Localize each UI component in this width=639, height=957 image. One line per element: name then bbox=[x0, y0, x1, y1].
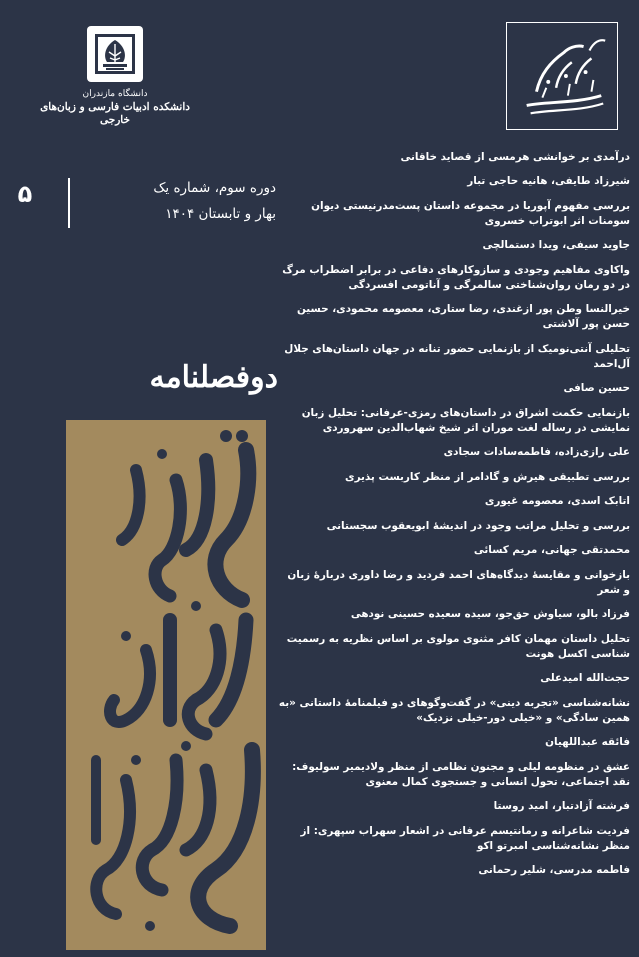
toc-item bbox=[278, 824, 630, 878]
article-title: بررسی و تحلیل مراتب وجود در اندیشهٔ ابویعقوب سجستانی bbox=[326, 520, 630, 532]
article-authors: حسین صافی bbox=[563, 382, 630, 394]
university-emblem-icon bbox=[87, 26, 143, 82]
association-logo bbox=[506, 22, 618, 130]
journal-title-panel bbox=[66, 420, 266, 950]
toc-item bbox=[278, 470, 630, 509]
article-authors: جاوید سیفی، ویدا دستمالچی bbox=[482, 239, 630, 251]
toc-item bbox=[278, 199, 630, 253]
issue-number: ۵ bbox=[17, 180, 33, 208]
article-title: عشق در منظومه لیلی و مجنون نظامی از منظر ولادیمیر سولیوف: نقد اجتماعی، تحول انسانی و جستجوی کمال معنوی bbox=[292, 761, 630, 788]
article-authors: علی رازی‌زاده، فاطمه‌سادات سجادی bbox=[443, 446, 630, 458]
toc-item bbox=[278, 342, 630, 396]
toc-item bbox=[278, 632, 630, 686]
university-name bbox=[40, 88, 190, 127]
table-of-contents bbox=[278, 150, 630, 888]
toc-item bbox=[278, 150, 630, 189]
issue-divider bbox=[68, 178, 70, 228]
university-logo bbox=[40, 26, 190, 136]
issue-season: بهار و تابستان ۱۴۰۴ bbox=[165, 206, 276, 222]
article-title: بازنمایی حکمت اشراق در داستان‌های رمزی-عرفانی: تحلیل زبان نمایشی در رساله لغت موران اثر شیخ شهاب‌الدین سهروردی bbox=[301, 407, 630, 434]
article-authors: اتابک اسدی، معصومه غیوری bbox=[484, 495, 630, 507]
article-title: تحلیل داستان مهمان کافر مثنوی مولوی بر اساس نظریه به رسمیت شناسی اکسل هونت bbox=[286, 633, 630, 660]
university-title: دانشگاه مازندران bbox=[82, 89, 148, 99]
article-authors: خیرالنسا وطن پور ازغندی، رضا ستاری، معصومه محمودی، حسین حسن پور آلاشتی bbox=[296, 303, 630, 330]
toc-item bbox=[278, 406, 630, 460]
article-title: فردیت شاعرانه و رمانتیسم عرفانی در اشعار سهراب سپهری: از منظر نشانه‌شناسی امبرتو اکو bbox=[300, 825, 630, 852]
article-title: درآمدی بر خوانشی هرمسی از قصاید خاقانی bbox=[400, 151, 630, 163]
article-title: نشانه‌شناسی «تجربه دینی» در گفت‌وگوهای دو فیلمنامهٔ داستانی «به همین سادگی» و «خیلی دور-خیلی نزدیک» bbox=[278, 697, 630, 724]
article-title: تحلیلی آنتی‌نومیک از بازنمایی حضور تنانه در جهان داستان‌های جلال آل‌احمد bbox=[284, 343, 630, 370]
toc-item bbox=[278, 263, 630, 332]
article-title: بررسی مفهوم آپوریا در مجموعه داستان پست‌مدرنیستی دیوان سومنات اثر ابوتراب خسروی bbox=[311, 200, 630, 227]
toc-item bbox=[278, 568, 630, 622]
article-authors: حجت‌الله امیدعلی bbox=[540, 672, 630, 684]
issue-volume: دوره سوم، شماره یک bbox=[153, 180, 276, 196]
association-calligraphy-icon bbox=[507, 23, 617, 129]
article-authors: محمدتقی جهانی، مریم کسائی bbox=[473, 544, 630, 556]
toc-item bbox=[278, 760, 630, 814]
toc-item bbox=[278, 696, 630, 750]
article-authors: فاطمه مدرسی، شلیر رحمانی bbox=[478, 864, 630, 876]
faculty-name: دانشکده ادبیات فارسی و زبان‌های خارجی bbox=[40, 101, 190, 126]
article-authors: فرشته آزادتبار، امید روستا bbox=[493, 800, 630, 812]
article-title: بازخوانی و مقایسهٔ دیدگاه‌های احمد فردید و رضا داوری دربارهٔ زبان و شعر bbox=[287, 569, 630, 596]
journal-frequency: دوفصلنامه bbox=[149, 360, 278, 395]
journal-title-calligraphy bbox=[66, 420, 266, 950]
article-authors: فائقه عبداللهیان bbox=[545, 736, 630, 748]
article-title: بررسی تطبیقی هیرش و گادامر از منظر کاربست پذیری bbox=[345, 471, 630, 483]
toc-item bbox=[278, 519, 630, 558]
article-authors: فرزاد بالو، سیاوش حق‌جو، سیده سعیده حسینی نودهی bbox=[350, 608, 630, 620]
article-authors: شیرزاد طایفی، هانیه حاجی تبار bbox=[467, 175, 630, 187]
article-title: واکاوی مفاهیم وجودی و سازوکارهای دفاعی در برابر اضطراب مرگ در دو رمان روان‌شناختی سالمرگی و آناتومی افسردگی bbox=[282, 264, 630, 291]
issue-details bbox=[76, 175, 276, 227]
